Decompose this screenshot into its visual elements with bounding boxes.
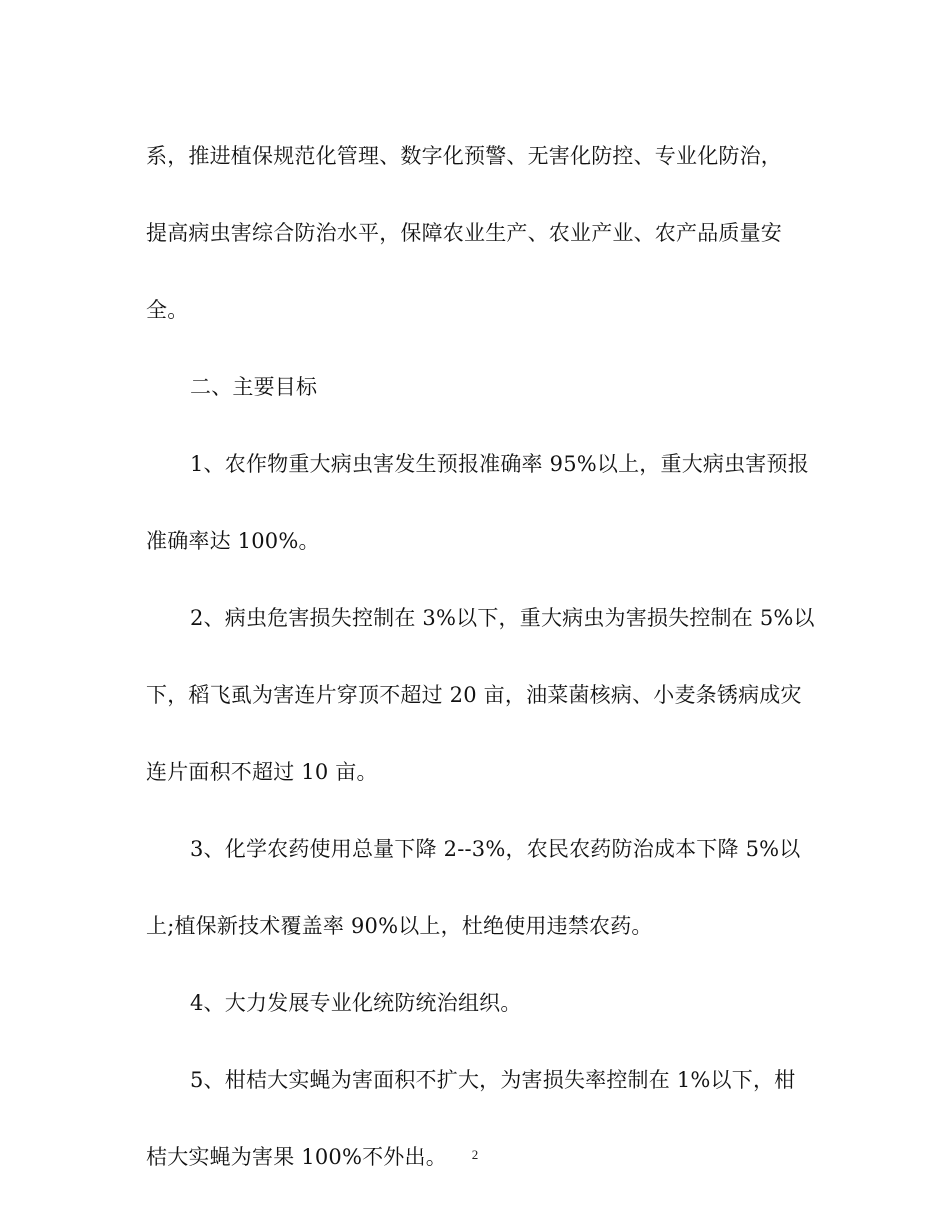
text-line: 准确率达 100%。 [146,529,320,553]
text-line: 连片面积不超过 10 亩。 [146,760,378,784]
text-line: 5、柑桔大实蝇为害面积不扩大，为害损失率控制在 1%以下，柑 [190,1068,796,1092]
section-heading: 二、主要目标 [190,375,318,399]
page-number: 2 [471,1147,479,1162]
document-body [146,118,814,1196]
text-line: 2、病虫危害损失控制在 3%以下，重大病虫为害损失控制在 5%以 [190,606,815,630]
text-line: 1、农作物重大病虫害发生预报准确率 95%以上，重大病虫害预报 [190,452,809,476]
text-line: 上;植保新技术覆盖率 90%以上，杜绝使用违禁农药。 [146,914,653,938]
text-line: 系，推进植保规范化管理、数字化预警、无害化防控、专业化防治， [146,144,782,168]
text-line: 下，稻飞虱为害连片穿顶不超过 20 亩，油菜菌核病、小麦条锈病成灾 [146,683,802,707]
text-line: 全。 [146,298,189,322]
text-line: 4、大力发展专业化统防统治组织。 [190,991,522,1015]
text-line: 提高病虫害综合防治水平，保障农业生产、农业产业、农产品质量安 [146,221,782,245]
text-line: 桔大实蝇为害果 100%不外出。 [146,1145,447,1169]
text-line: 3、化学农药使用总量下降 2--3%，农民农药防治成本下降 5%以 [190,837,801,861]
